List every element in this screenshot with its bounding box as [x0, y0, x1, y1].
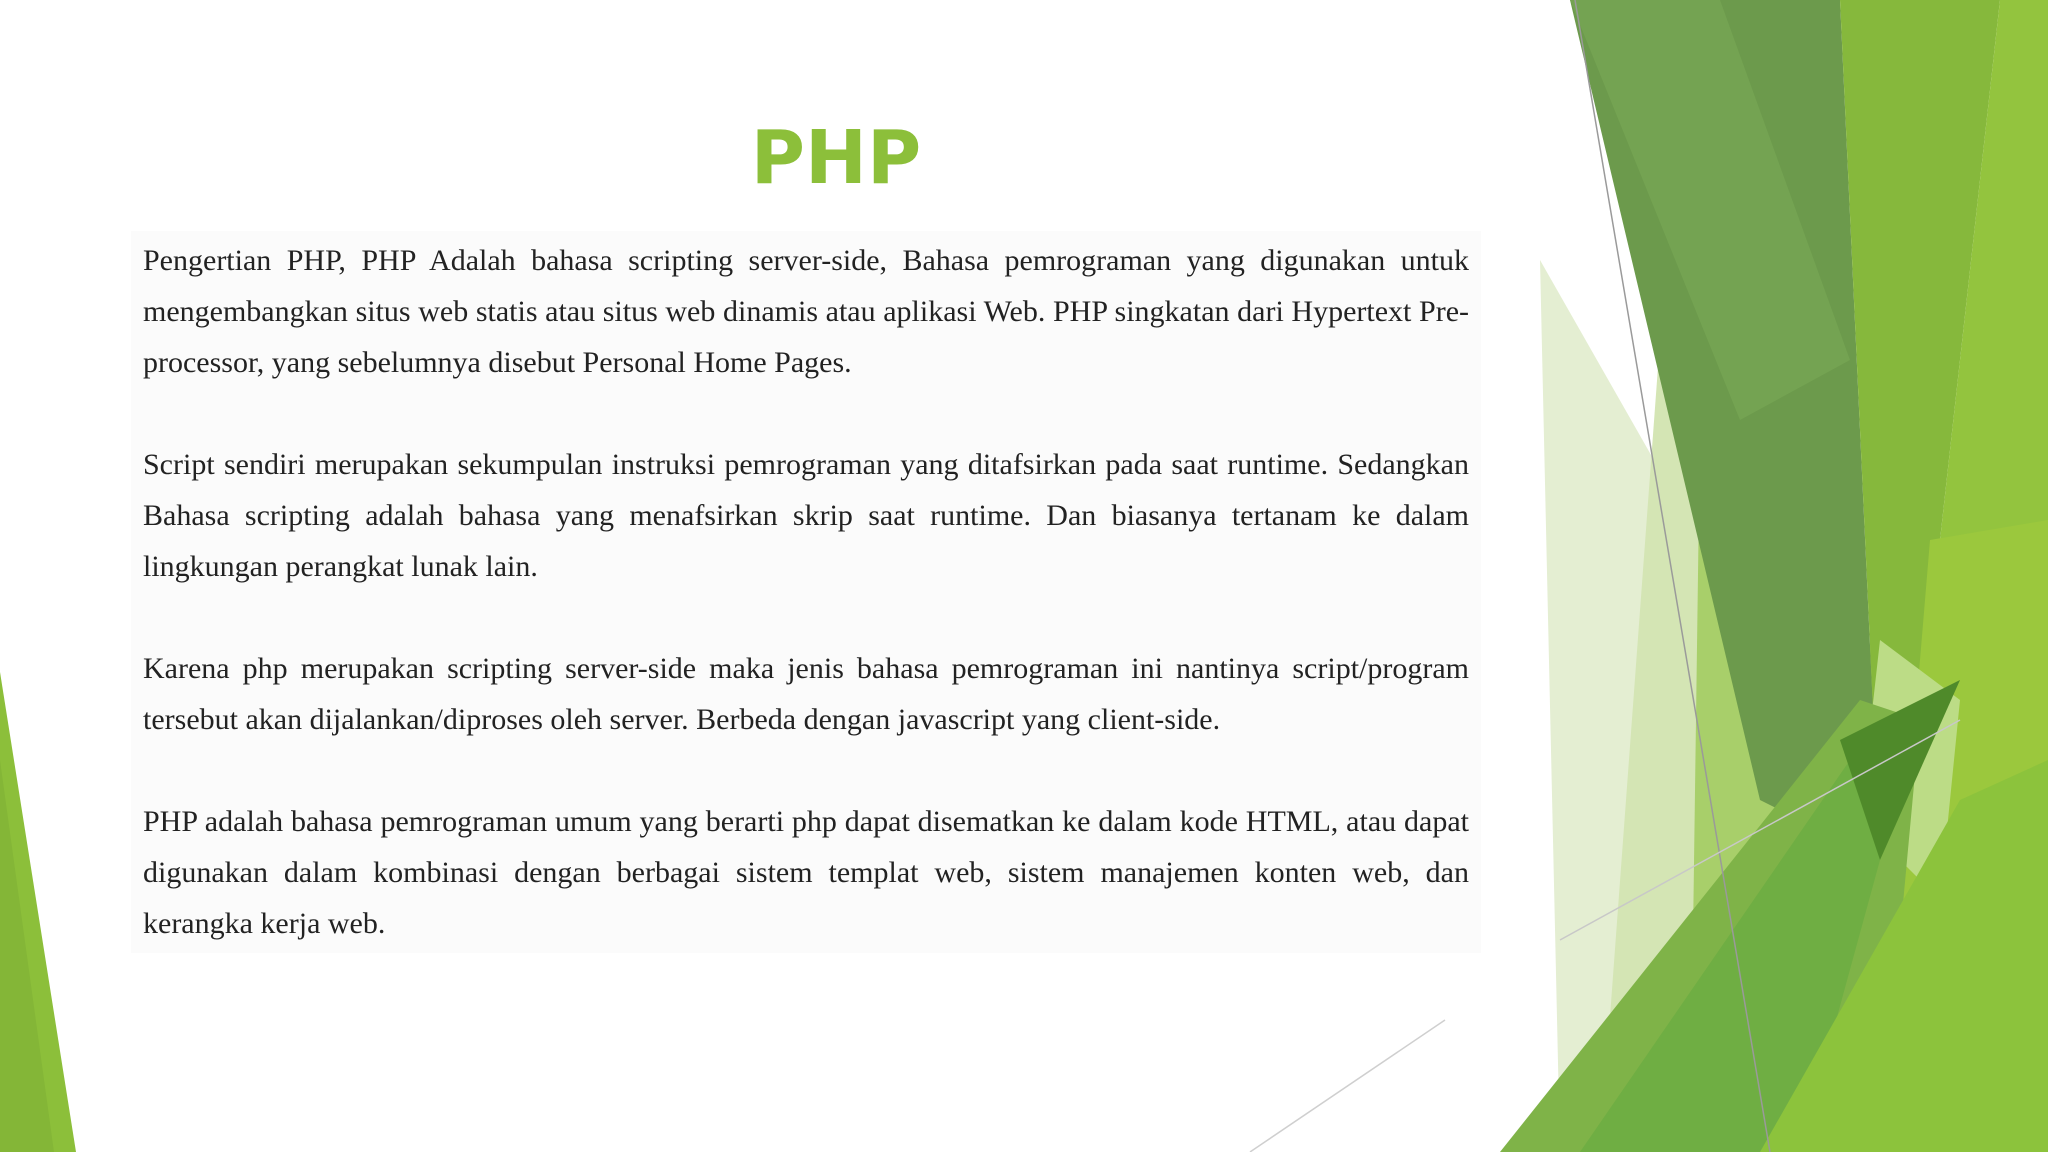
accent-line-3	[1250, 1020, 1445, 1152]
text-block	[131, 231, 1481, 953]
slide-title: PHP	[750, 115, 922, 201]
paragraph-definition: Pengertian PHP, PHP Adalah bahasa scripting server-side, Bahasa pemrograman yang digunakan untuk mengembangkan situs web statis atau situs web dinamis atau aplikasi Web. PHP singkatan dari Hypertext Pre-processor, yang sebelumnya disebut Personal Home Pages.	[143, 244, 1469, 379]
paragraph-general-purpose: PHP adalah bahasa pemrograman umum yang berarti php dapat disematkan ke dalam kode HTML, atau dapat digunakan dalam kombinasi dengan berbagai sistem templat web, sistem manajemen konten web, dan kerangka kerja web.	[143, 805, 1469, 940]
paragraph-server-side: Karena php merupakan scripting server-side maka jenis bahasa pemrograman ini nantinya script/program tersebut akan dijalankan/diproses oleh server. Berbeda dengan javascript yang client-side.	[143, 652, 1469, 736]
paragraph-script: Script sendiri merupakan sekumpulan instruksi pemrograman yang ditafsirkan pada saat runtime. Sedangkan Bahasa scripting adalah bahasa yang menafsirkan skrip saat runtime. Dan biasanya tertanam ke dalam lingkungan perangkat lunak lain.	[143, 448, 1469, 583]
